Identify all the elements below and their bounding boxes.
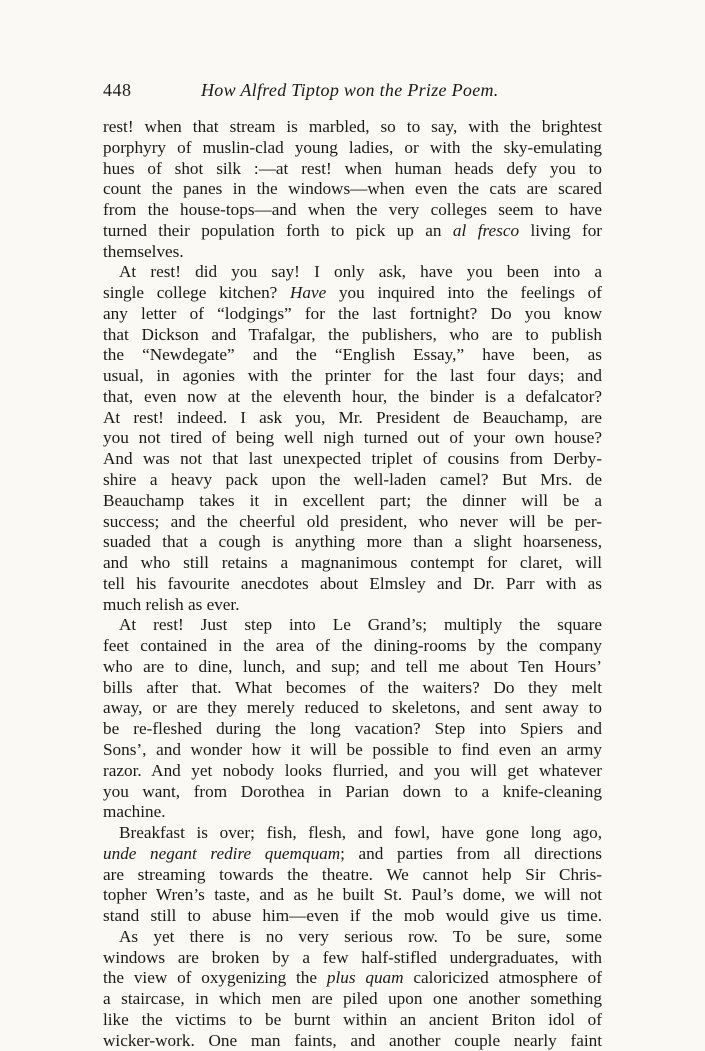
text-segment: shire a heavy pack upon the well-laden camel? But Mrs. de (103, 470, 602, 490)
text-line (103, 657, 602, 678)
text-segment: usual, in agonies with the printer for the last four days; and (103, 366, 602, 386)
text-segment: you want, from Dorothea in Parian down to a knife-cleaning (103, 781, 602, 801)
text-segment: you inquired into the feelings of (326, 283, 602, 303)
text-segment: And was not that last unexpected triplet of cousins from Derby- (103, 449, 602, 469)
text-segment: themselves. (103, 241, 184, 261)
text-segment: Breakfast is over; fish, flesh, and fowl, have gone long ago, (119, 823, 602, 843)
text-line (103, 532, 602, 553)
text-line (103, 844, 602, 865)
running-title: How Alfred Tiptop won the Prize Poem. (201, 80, 499, 100)
text-line (103, 553, 602, 574)
text-line (103, 512, 602, 533)
italic-phrase: Have (290, 283, 327, 303)
text-line (103, 761, 602, 782)
text-segment: turned their population forth to pick up an (103, 220, 453, 240)
text-line (103, 802, 602, 823)
text-line (103, 574, 602, 595)
text-line (103, 428, 602, 449)
italic-phrase: plus quam (326, 968, 404, 988)
text-line (103, 470, 602, 491)
text-segment: a staircase, in which men are piled upon one another something (103, 989, 602, 1009)
text-line (103, 740, 602, 761)
text-line (103, 989, 602, 1010)
text-segment: the view of oxygenizing the (103, 968, 327, 988)
text-line (103, 221, 602, 242)
text-line (103, 782, 602, 803)
text-segment: away, or are they merely reduced to skeletons, and sent away to (103, 698, 602, 718)
text-segment: that, even now at the eleventh hour, the binder is a defalcator? (103, 386, 602, 406)
text-segment: ; and parties from all directions (340, 843, 602, 863)
body-text (103, 117, 602, 1051)
text-segment: As yet there is no very serious row. To be sure, some (119, 926, 602, 946)
text-segment: tell his favourite anecdotes about Elmsley and Dr. Parr with as (103, 573, 602, 593)
text-line (103, 1010, 602, 1031)
text-line (103, 491, 602, 512)
text-line (103, 698, 602, 719)
text-segment: stand still to abuse him—even if the mob would give us time. (103, 906, 602, 926)
text-line (103, 885, 602, 906)
text-line (103, 283, 602, 304)
paragraph-first-line (103, 615, 602, 636)
italic-phrase: unde negant redire quemquam (103, 843, 341, 863)
text-segment: Beauchamp takes it in excellent part; the dinner will be a (103, 490, 602, 510)
text-line (103, 865, 602, 886)
text-line (103, 366, 602, 387)
text-line (103, 242, 602, 263)
text-segment: any letter of “lodgings” for the last fortnight? Do you know (103, 303, 602, 323)
text-line (103, 1031, 602, 1051)
text-line (103, 636, 602, 657)
text-line (103, 117, 602, 138)
paragraph-first-line (103, 262, 602, 283)
text-line (103, 968, 602, 989)
page-header (103, 78, 603, 102)
text-segment: single college kitchen? (103, 283, 290, 303)
text-line (103, 179, 602, 200)
text-segment: that Dickson and Trafalgar, the publishers, who are to publish (103, 324, 602, 344)
text-segment: the “Newdegate” and the “English Essay,” have been, as (103, 345, 602, 365)
text-segment: Sons’, and wonder how it will be possible to find even an army (103, 739, 602, 759)
text-segment: who are to dine, lunch, and sup; and tell me about Ten Hours’ (103, 656, 602, 676)
text-line (103, 678, 602, 699)
text-segment: topher Wren’s taste, and as he built St. Paul’s dome, we will not (103, 885, 602, 905)
text-line (103, 200, 602, 221)
text-segment: porphyry of muslin-clad young ladies, or with the sky-emulating (103, 137, 602, 157)
text-segment: much relish as ever. (103, 594, 240, 614)
text-line (103, 304, 602, 325)
text-line (103, 408, 602, 429)
text-segment: At rest! indeed. I ask you, Mr. President de Beauchamp, are (103, 407, 602, 427)
text-segment: hues of shot silk :—at rest! when human heads defy you to (103, 158, 602, 178)
text-segment: machine. (103, 802, 166, 822)
text-segment: from the house-tops—and when the very colleges seem to have (103, 200, 602, 220)
text-segment: razor. And yet nobody looks flurried, and you will get whatever (103, 760, 602, 780)
text-line (103, 345, 602, 366)
text-segment: At rest! Just step into Le Grand’s; multiply the square (119, 615, 602, 635)
text-segment: are streaming towards the theatre. We cannot help Sir Chris- (103, 864, 602, 884)
text-segment: be re-fleshed during the long vacation? Step into Spiers and (103, 719, 602, 739)
text-line (103, 325, 602, 346)
text-segment: like the victims to be burnt within an ancient Briton idol of (103, 1009, 602, 1029)
text-segment: you not tired of being well nigh turned out of your own house? (103, 428, 602, 448)
italic-phrase: al fresco (452, 220, 520, 240)
text-segment: count the panes in the windows—when even the cats are scared (103, 179, 602, 199)
text-segment: windows are broken by a few half-stifled undergraduates, with (103, 947, 602, 967)
text-line (103, 138, 602, 159)
text-segment: At rest! did you say! I only ask, have you been into a (119, 262, 602, 282)
text-line (103, 159, 602, 180)
text-line (103, 719, 602, 740)
text-line (103, 387, 602, 408)
page-number: 448 (103, 80, 132, 100)
text-segment: suaded that a cough is anything more than a slight hoarseness, (103, 532, 602, 552)
text-line (103, 948, 602, 969)
text-segment: living for (519, 220, 602, 240)
text-segment: caloricized atmosphere of (403, 968, 602, 988)
paragraph-first-line (103, 927, 602, 948)
text-segment: rest! when that stream is marbled, so to say, with the brightest (103, 117, 602, 136)
text-segment: feet contained in the area of the dining-rooms by the company (103, 636, 602, 656)
text-segment: and who still retains a magnanimous contempt for claret, will (103, 553, 602, 573)
text-line (103, 449, 602, 470)
paragraph-first-line (103, 823, 602, 844)
text-segment: bills after that. What becomes of the waiters? Do they melt (103, 677, 602, 697)
text-segment: success; and the cheerful old president, who never will be per- (103, 511, 602, 531)
text-segment: wicker-work. One man faints, and another couple nearly faint (103, 1030, 602, 1050)
text-line (103, 906, 602, 927)
text-line (103, 595, 602, 616)
